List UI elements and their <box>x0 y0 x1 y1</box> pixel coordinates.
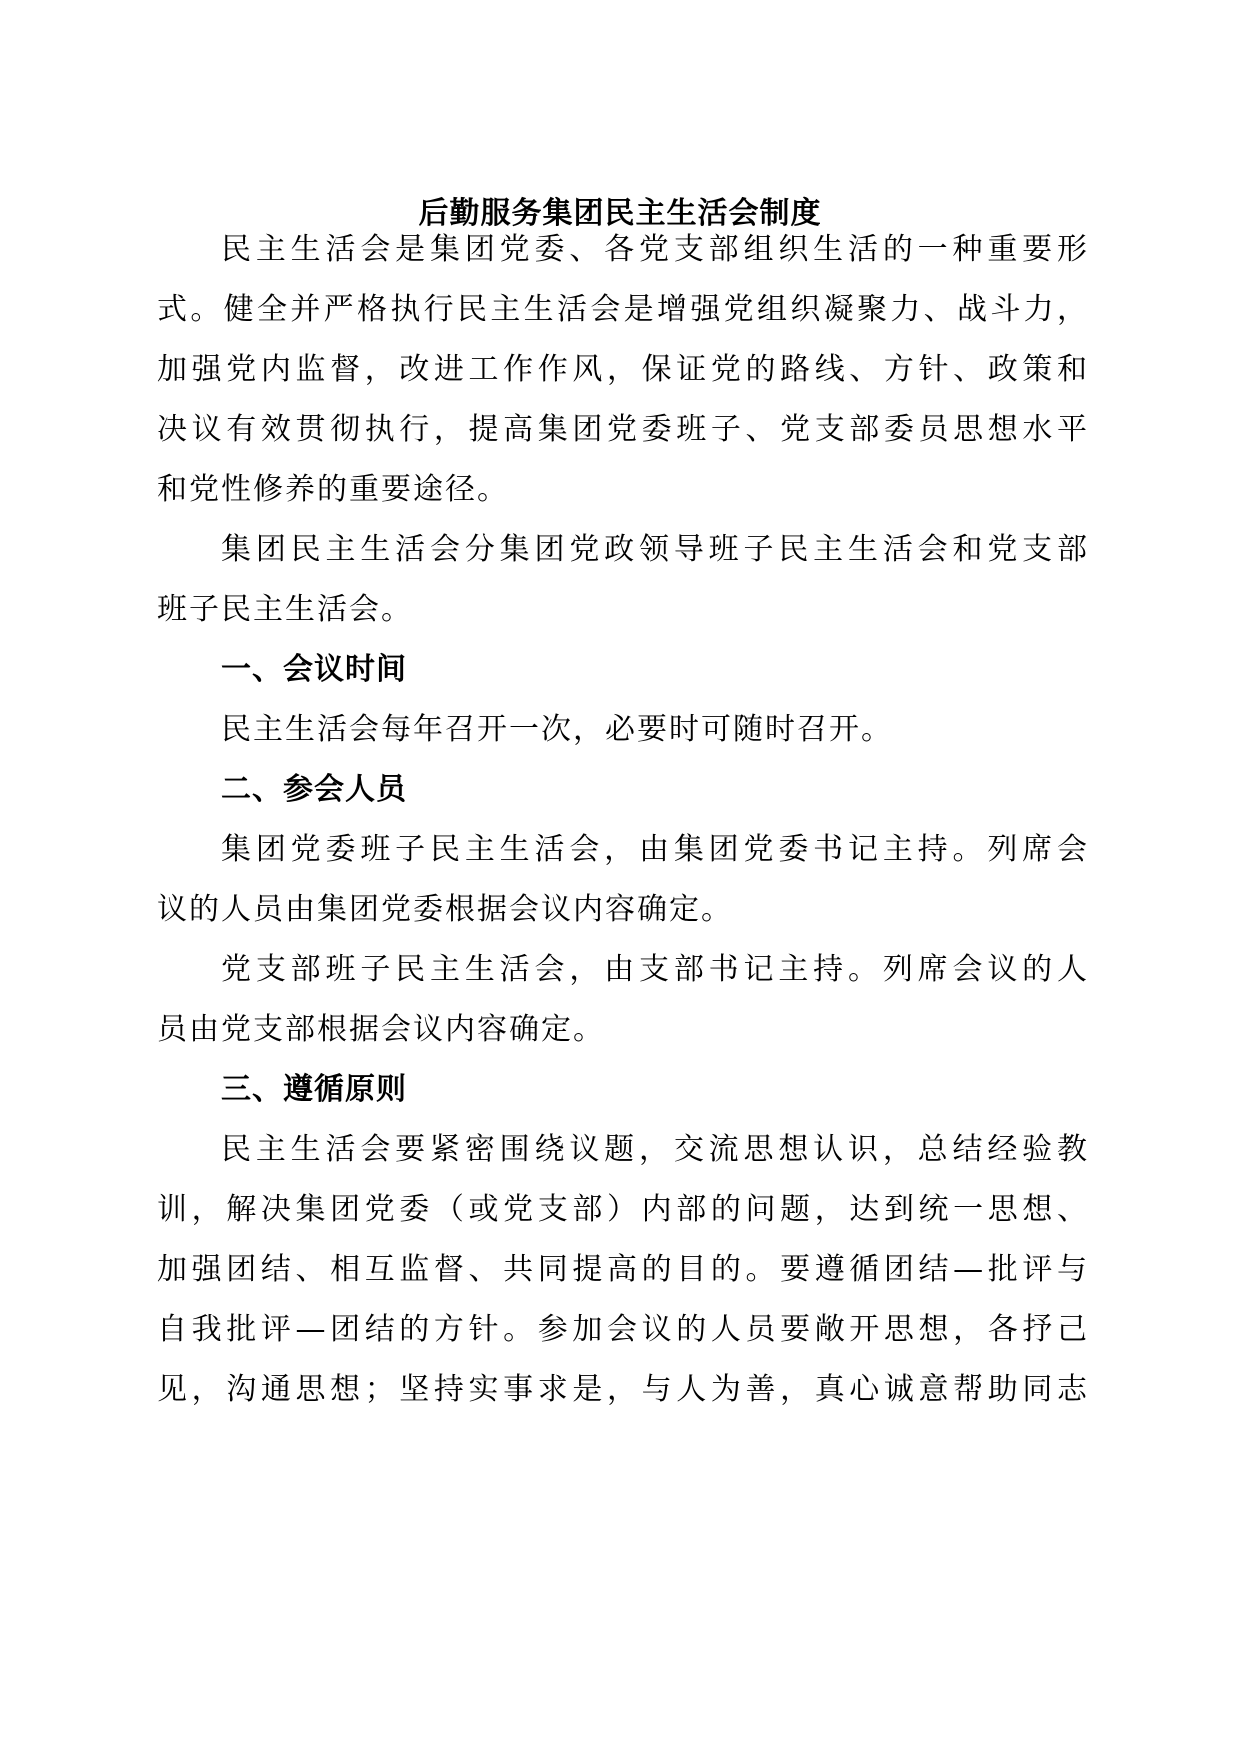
section-3-line-3: 加强团结、相互监督、共同提高的目的。要遵循团结—批评与 <box>157 1252 1087 1287</box>
section-3-line-2: 训，解决集团党委（或党支部）内部的问题，达到统一思想、 <box>157 1192 1087 1227</box>
section-2-para-a-line-2: 议的人员由集团党委根据会议内容确定。 <box>157 892 733 927</box>
paragraph-1-line-3: 加强党内监督，改进工作作风，保证党的路线、方针、政策和 <box>157 352 1087 387</box>
section-1-heading: 一、会议时间 <box>221 652 407 687</box>
section-2-para-a-line-1: 集团党委班子民主生活会，由集团党委书记主持。列席会 <box>221 832 1087 867</box>
document-title: 后勤服务集团民主生活会制度 <box>418 196 822 231</box>
paragraph-2-line-2: 班子民主生活会。 <box>157 592 413 627</box>
section-3-line-1: 民主生活会要紧密围绕议题，交流思想认识，总结经验教 <box>221 1132 1087 1167</box>
section-2-para-b-line-1: 党支部班子民主生活会，由支部书记主持。列席会议的人 <box>221 952 1087 987</box>
section-3-line-5: 见，沟通思想；坚持实事求是，与人为善，真心诚意帮助同志 <box>157 1372 1087 1407</box>
paragraph-1-line-4: 决议有效贯彻执行，提高集团党委班子、党支部委员思想水平 <box>157 412 1087 447</box>
section-3-line-4: 自我批评—团结的方针。参加会议的人员要敞开思想，各抒己 <box>157 1312 1087 1347</box>
paragraph-1-line-5: 和党性修养的重要途径。 <box>157 472 509 507</box>
paragraph-2-line-1: 集团民主生活会分集团党政领导班子民主生活会和党支部 <box>221 532 1087 567</box>
section-2-para-b-line-2: 员由党支部根据会议内容确定。 <box>157 1012 605 1047</box>
paragraph-1-line-2: 式。健全并严格执行民主生活会是增强党组织凝聚力、战斗力， <box>157 292 1087 327</box>
section-2-heading: 二、参会人员 <box>221 772 407 807</box>
section-3-heading: 三、遵循原则 <box>221 1072 407 1107</box>
paragraph-1-line-1: 民主生活会是集团党委、各党支部组织生活的一种重要形 <box>221 232 1087 267</box>
section-1-line-1: 民主生活会每年召开一次，必要时可随时召开。 <box>221 712 893 747</box>
